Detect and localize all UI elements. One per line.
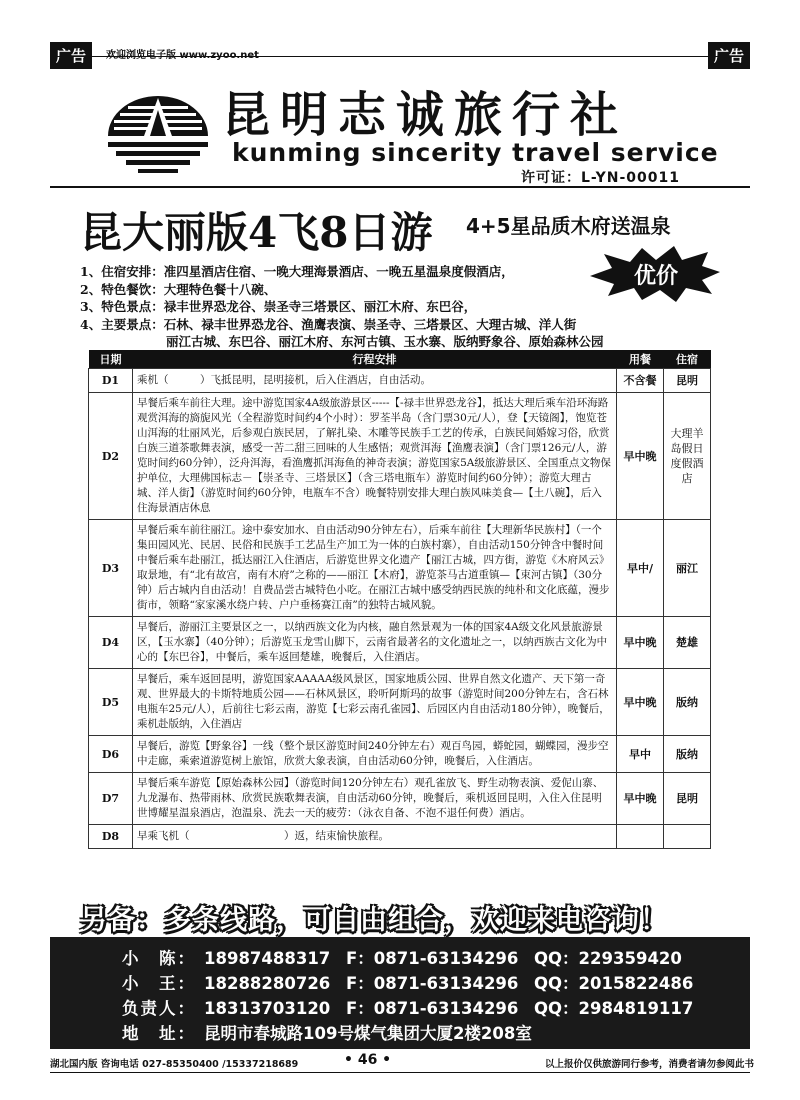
meal-cell: 早中晚 — [617, 669, 664, 736]
brand-logo-icon — [104, 90, 212, 174]
day-cell: D5 — [89, 669, 133, 736]
itinerary-table — [88, 350, 711, 849]
brand-name-cn: 昆明志诚旅行社 — [222, 87, 629, 143]
meal-cell: 早中晚 — [617, 617, 664, 669]
footer-left: 湖北国内版 咨询电话 027-85350400 /15337218689 — [50, 1059, 299, 1070]
contact-row — [122, 970, 693, 994]
meal-cell: 不含餐 — [617, 369, 664, 393]
contact-phone[interactable]: 18288280726 — [204, 974, 331, 993]
header-divider — [50, 56, 750, 57]
day-cell: D2 — [89, 393, 133, 520]
plan-cell: 早餐后乘车前往丽江。途中泰安加水、自由活动90分钟左右），后乘车前往【大理新华民族村】（一个集田园风光、民居、民俗和民族手工艺品生产加工为一体的白族村寨），自由活动150分钟含中餐时间中餐后乘车赴丽江，抵达丽江入住酒店，后游览世界文化遗产【丽江古城，四方街，游览《木府风云》取景地，有“北有故宫，南有木府”之称的——丽江【木府】，游览茶马古道重镇—【束河古镇】（30分钟）后古城内自由活动！自费品尝古城特色小吃。在丽江古城中感受纳西民族的纯朴和文化底蕴，漫步街市，领略“家家溪水绕户转、户户垂杨赛江南”的独特古城风貌。 — [133, 520, 617, 617]
contact-label: 小 王： — [122, 974, 196, 993]
contact-fax: F：0871-63134296 — [346, 949, 519, 968]
feature-line: 4、主要景点：石林、禄丰世界恐龙谷、渔鹰表演、崇圣寺、三塔景区、大理古城、洋人街 — [80, 316, 577, 332]
col-header-meal: 用餐 — [617, 350, 664, 369]
ad-tag-right: 广告 — [708, 42, 750, 69]
table-row — [89, 736, 711, 773]
day-cell: D6 — [89, 736, 133, 773]
plan-cell: 早乘飞机（ ）返，结束愉快旅程。 — [133, 825, 617, 849]
plan-cell: 早餐后乘车游览【原始森林公园】（游览时间120分钟左右）观孔雀放飞、野生动物表演、爱伲山寨、九龙瀑布、热带雨林、欣赏民族歌舞表演，自由活动60分钟，晚餐后，乘机返回昆明，入住入住昆明世博耀星温泉酒店，泡温泉、洗去一天的疲劳：（泳衣自备、不泡不退任何费）酒店。 — [133, 773, 617, 825]
meal-cell: 早中晚 — [617, 773, 664, 825]
stay-cell: 楚雄 — [664, 617, 711, 669]
page-number: • 46 • — [344, 1052, 392, 1068]
plan-cell: 早餐后，游览【野象谷】一线（整个景区游览时间240分钟左右）观百鸟园，蟒蛇园，蝴蝶园，漫步空中走廊，乘索道游览树上旅馆，欣赏大象表演，自由活动60分钟，晚餐后，入住酒店。 — [133, 736, 617, 773]
contact-row — [122, 945, 682, 969]
table-row — [89, 773, 711, 825]
stay-cell: 版纳 — [664, 736, 711, 773]
feature-line: 1、住宿安排：准四星酒店住宿、一晚大理海景酒店、一晚五星温泉度假酒店， — [80, 264, 514, 279]
tour-features — [80, 263, 604, 351]
feature-line: 丽江古城、东巴谷、丽江木府、东河古镇、玉水寨、版纳野象谷、原始森林公园 — [166, 334, 604, 349]
meal-cell: 早中晚 — [617, 393, 664, 520]
footer-divider — [50, 1072, 750, 1073]
feature-line: 2、特色餐饮：大理特色餐十八碗、 — [80, 281, 277, 297]
ad-tag-left: 广告 — [50, 42, 92, 69]
table-row — [89, 825, 711, 849]
plan-cell: 乘机（ ）飞抵昆明，昆明接机，后入住酒店，自由活动。 — [133, 369, 617, 393]
brand-divider — [50, 186, 750, 188]
address-row — [122, 1020, 532, 1044]
brand-name-en: kunming sincerity travel service — [232, 138, 719, 167]
plan-cell: 早餐后，乘车返回昆明，游览国家AAAAA级风景区，国家地质公园、世界自然文化遗产、天下第一奇观、世界最大的卡斯特地质公园——石林风景区，聆听阿斯玛的故事（游览时间200分钟左右，含石林电瓶车25元/人），后前往七彩云南，游览【七彩云南孔雀园】、后园区内自由活动180分钟），晚餐后，乘机赴版纳，入住酒店 — [133, 669, 617, 736]
plan-cell: 早餐后乘车前往大理。途中游览国家4A级旅游景区-----【-禄丰世界恐龙谷】，抵达大理后乘车沿环海路观赏洱海的旖旎风光（全程游览时间约4个小时）：罗荃半岛（含门票30元/人），登【天镜阁】，饱览苍山洱海的壮丽风光，后参观白族民居，了解扎染、木雕等民族手工艺的传承，白族民间婚嫁习俗，欣赏白族三道茶歌舞表演，感受一苦二甜三回味的人生感悟；观赏洱海【渔鹰表演】（含门票126元/人，游览时间约60分钟），泛舟洱海，看渔鹰抓洱海鱼的神奇表演；游览国家5A级旅游景区、全国重点文物保护单位，大理佛国标志－【崇圣寺、三塔景区】（含三塔电瓶车）游览时间约60分钟）；游览大理古城、洋人街】（游览时间约60分钟，电瓶车不含）晚餐特别安排大理白族风味美食—【土八碗】，后入住海景酒店休息 — [133, 393, 617, 520]
stay-cell — [664, 825, 711, 849]
contact-row — [122, 995, 693, 1019]
address-label: 地 址： — [122, 1024, 196, 1043]
tour-subtitle: 4+5星品质木府送温泉 — [466, 214, 671, 238]
price-badge — [590, 246, 720, 302]
contact-fax: F：0871-63134296 — [346, 999, 519, 1018]
contact-label: 小 陈： — [122, 949, 196, 968]
promo-banner: 另备：多条线路，可自由组合，欢迎来电咨询！ — [80, 905, 668, 936]
table-row — [89, 393, 711, 520]
plan-cell: 早餐后，游丽江主要景区之一，以纳西族文化为内核，融自然景观为一体的国家4A级文化风景旅游景区，【玉水寨】（40分钟）；后游览玉龙雪山脚下，云南省最著名的文化遗址之一，以纳西族古文化为中心的【东巴谷】，中餐后，乘车返回楚雄，晚餐后，入住酒店。 — [133, 617, 617, 669]
contact-panel — [50, 937, 750, 1049]
table-row — [89, 520, 711, 617]
contact-qq: QQ：2015822486 — [534, 974, 694, 993]
day-cell: D8 — [89, 825, 133, 849]
day-cell: D3 — [89, 520, 133, 617]
day-cell: D4 — [89, 617, 133, 669]
stay-cell: 大理羊岛假日度假酒店 — [664, 393, 711, 520]
feature-line: 3、特色景点：禄丰世界恐龙谷、崇圣寺三塔景区、丽江木府、东巴谷， — [80, 299, 477, 314]
stay-cell: 丽江 — [664, 520, 711, 617]
meal-cell — [617, 825, 664, 849]
contact-qq: QQ：2984819117 — [534, 999, 694, 1018]
contact-phone[interactable]: 18987488317 — [204, 949, 331, 968]
col-header-day: 日期 — [89, 350, 133, 369]
stay-cell: 昆明 — [664, 773, 711, 825]
stay-cell: 昆明 — [664, 369, 711, 393]
meal-cell: 早中/ — [617, 520, 664, 617]
price-badge-label: 优价 — [633, 264, 679, 289]
day-cell: D1 — [89, 369, 133, 393]
address-value: 昆明市春城路109号煤气集团大厦2楼208室 — [204, 1024, 532, 1043]
meal-cell: 早中 — [617, 736, 664, 773]
tour-title: 昆大丽版4飞8日游 — [80, 208, 433, 257]
stay-cell: 版纳 — [664, 669, 711, 736]
table-row — [89, 369, 711, 393]
day-cell: D7 — [89, 773, 133, 825]
site-url[interactable]: 欢迎浏览电子版 www.zyoo.net — [106, 50, 259, 61]
contact-qq: QQ：229359420 — [534, 949, 682, 968]
contact-fax: F：0871-63134296 — [346, 974, 519, 993]
contact-phone[interactable]: 18313703120 — [204, 999, 331, 1018]
contact-label: 负责人： — [122, 999, 196, 1018]
col-header-plan: 行程安排 — [133, 350, 617, 369]
license-number: 许可证：L-YN-00011 — [520, 170, 680, 186]
col-header-stay: 住宿 — [664, 350, 711, 369]
table-row — [89, 669, 711, 736]
table-row — [89, 617, 711, 669]
footer-right: 以上报价仅供旅游同行参考，消费者请勿参阅此书 — [544, 1059, 754, 1070]
